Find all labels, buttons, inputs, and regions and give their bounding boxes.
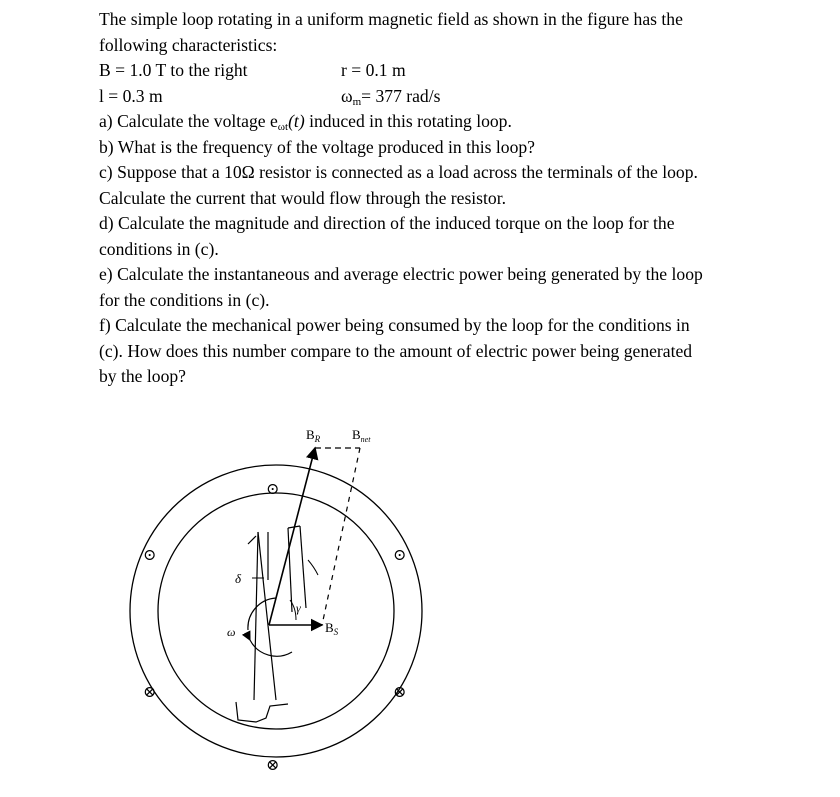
part-f-line-2: (c). How does this number compare to the amount of electric power being generated xyxy=(99,340,693,361)
rotor-loop xyxy=(236,526,306,722)
part-c-line-1: c) Suppose that a 10Ω resistor is connected as a load across the terminals of the loop. xyxy=(99,162,698,182)
omega-symbol: ω xyxy=(341,85,353,106)
intro-line-2: following characteristics: xyxy=(99,34,278,55)
stator-outer-ring xyxy=(130,465,422,757)
part-a-argument: (t) xyxy=(288,111,305,131)
part-e-line-2: for the conditions in (c). xyxy=(99,289,270,310)
bs-label: $B_S$ xyxy=(325,620,339,637)
given-r: r = 0.1 m xyxy=(341,60,406,80)
omega-value: = 377 rad/s xyxy=(361,85,441,106)
part-e-line-1: e) Calculate the instantaneous and average electric power being generated by the loop xyxy=(99,264,703,284)
bnet-label: $B_{net}$ xyxy=(352,427,371,444)
part-d-line-1: d) Calculate the magnitude and direction of the induced torque on the loop for the xyxy=(99,213,675,233)
br-label: $B_R$ xyxy=(306,427,321,444)
part-a-text: a) Calculate the voltage e xyxy=(99,111,278,131)
delta-arc xyxy=(308,560,318,575)
part-b: b) What is the frequency of the voltage produced in this loop? xyxy=(99,136,535,157)
part-a-rest: induced in this rotating loop. xyxy=(304,111,512,131)
given-l: l = 0.3 m xyxy=(99,85,163,106)
cross-symbol-left: ⊗ xyxy=(143,684,157,701)
delta-label: δ xyxy=(235,571,242,586)
part-f-line-1: f) Calculate the mechanical power being consumed by the loop for the conditions in xyxy=(99,315,690,335)
omega-label: ω xyxy=(227,625,236,639)
part-a-subscript: ωt xyxy=(277,121,289,133)
intro-line-1: The simple loop rotating in a uniform magnetic field as shown in the figure has the xyxy=(99,9,683,29)
dot-symbol-right: ⊙ xyxy=(393,547,407,564)
cross-symbol-bottom: ⊗ xyxy=(266,757,280,774)
omega-subscript: m xyxy=(352,95,362,108)
cross-symbol-right: ⊗ xyxy=(393,684,407,701)
br-vector xyxy=(269,448,315,625)
stator-inner-ring xyxy=(158,493,394,729)
gamma-label: γ xyxy=(296,601,301,615)
dot-symbol-top: ⊙ xyxy=(266,481,280,498)
part-f-line-3: by the loop? xyxy=(99,366,186,386)
given-b: B = 1.0 T to the right xyxy=(99,60,248,80)
part-c-line-2: Calculate the current that would flow through the resistor. xyxy=(99,187,506,208)
part-d-line-2: conditions in (c). xyxy=(99,238,219,259)
dot-symbol-left: ⊙ xyxy=(143,547,157,564)
